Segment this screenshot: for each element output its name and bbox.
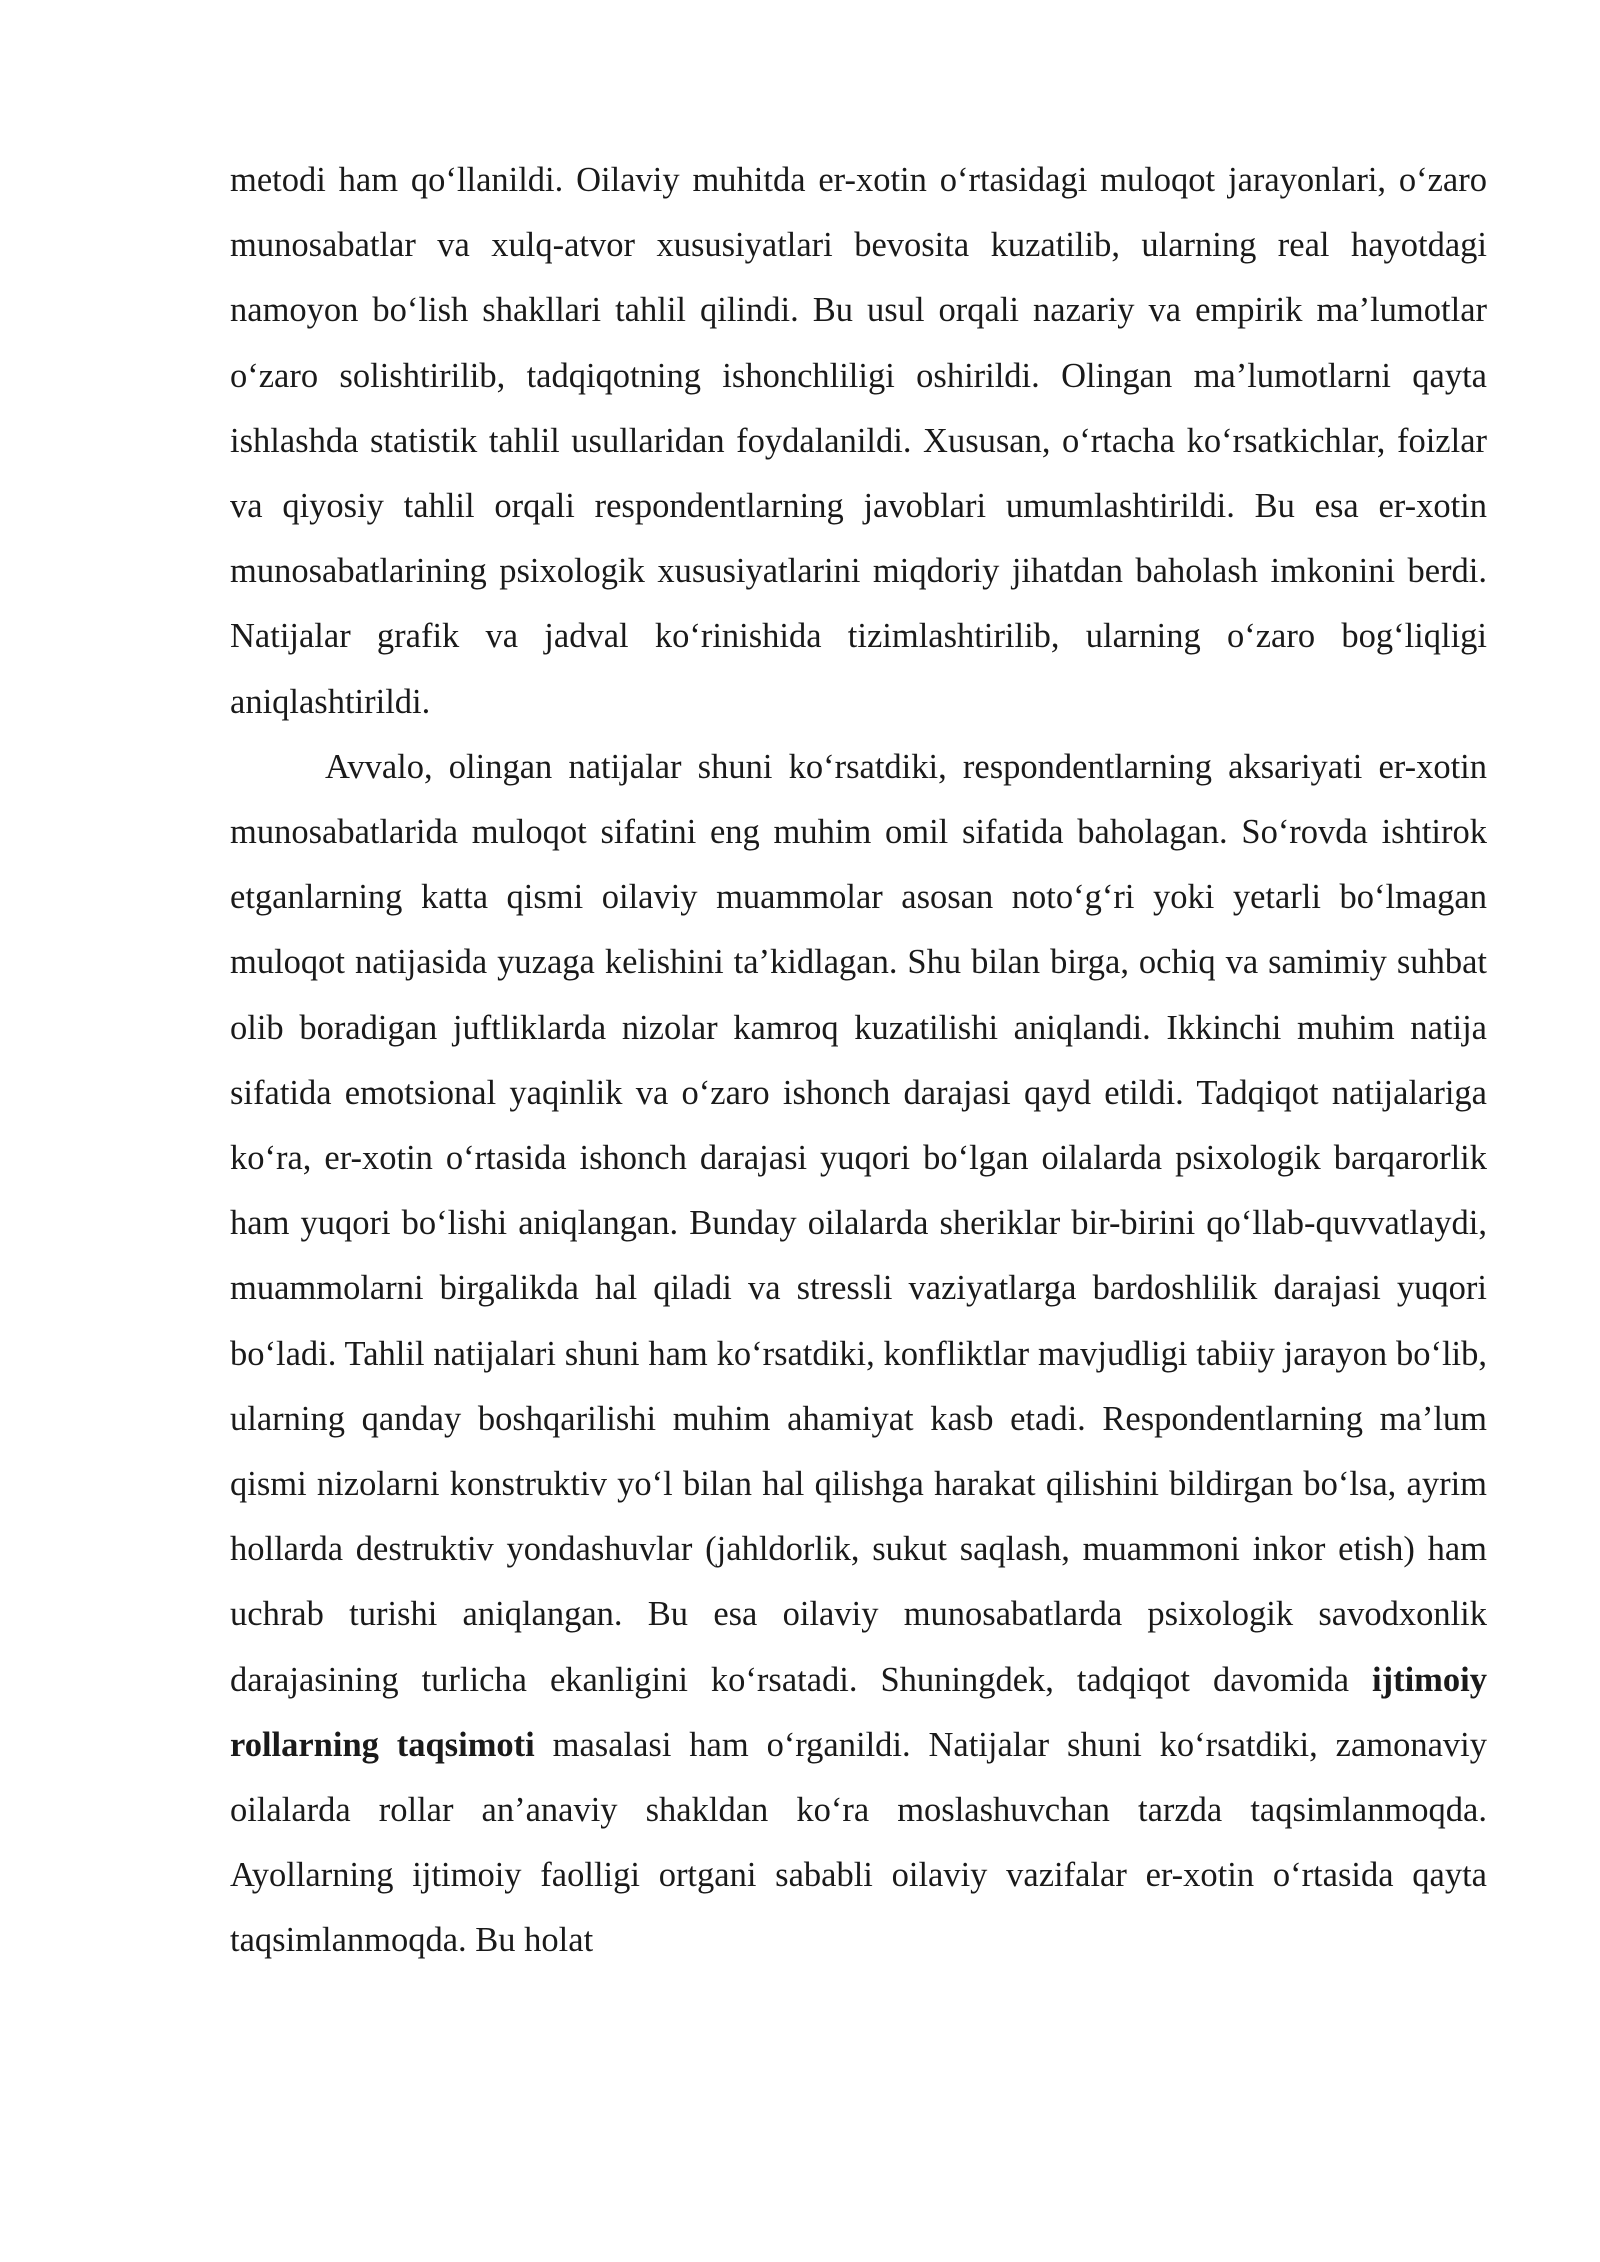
paragraph-results-text-end: masalasi ham o‘rganildi. Natijalar shuni ko‘rsatdiki, zamonaviy oilalarda rollar an’anaviy shakldan ko‘ra moslashuvchan tarzda taqsimlanmoqda. Ayollarning ijtimoiy faolligi ortgani sababli oilaviy vazifalar er-xotin o‘rtasida qayta taqsimlanmoqda. Bu holat [230,1725,1487,1960]
paragraph-results [230,735,1487,1974]
bold-term: ijtimoiy rollarning taqsimoti [230,1660,1487,1764]
paragraph-continuation: metodi ham qo‘llanildi. Oilaviy muhitda er-xotin o‘rtasidagi muloqot jarayonlari, o‘zaro munosabatlar va xulq-atvor xususiyatlari bevosita kuzatilib, ularning real hayotdagi namoyon bo‘lish shakllari tahlil qilindi. Bu usul orqali nazariy va empirik ma’lumotlar o‘zaro solishtirilib, tadqiqotning ishonchliligi oshirildi. Olingan ma’lumotlarni qayta ishlashda statistik tahlil usullaridan foydalanildi. Xususan, o‘rtacha ko‘rsatkichlar, foizlar va qiyosiy tahlil orqali respondentlarning javoblari umumlashtirildi. Bu esa er-xotin munosabatlarining psixologik xususiyatlarini miqdoriy jihatdan baholash imkonini berdi. Natijalar grafik va jadval ko‘rinishida tizimlashtirilib, ularning o‘zaro bog‘liqligi aniqlashtirildi. [230,161,1487,721]
body-text [230,148,1487,1974]
paragraph-results-text-start: Avvalo, olingan natijalar shuni ko‘rsatdiki, respondentlarning aksariyati er-xotin munosabatlarida muloqot sifatini eng muhim omil sifatida baholagan. So‘rovda ishtirok etganlarning katta qismi oilaviy muammolar asosan noto‘g‘ri yoki yetarli bo‘lmagan muloqot natijasida yuzaga kelishini ta’kidlagan. Shu bilan birga, ochiq va samimiy suhbat olib boradigan juftliklarda nizolar kamroq kuzatilishi aniqlandi. Ikkinchi muhim natija sifatida emotsional yaqinlik va o‘zaro ishonch darajasi qayd etildi. Tadqiqot natijalariga ko‘ra, er-xotin o‘rtasida ishonch darajasi yuqori bo‘lgan oilalarda psixologik barqarorlik ham yuqori bo‘lishi aniqlangan. Bunday oilalarda sheriklar bir-birini qo‘llab-quvvatlaydi, muammolarni birgalikda hal qiladi va stressli vaziyatlarga bardoshlilik darajasi yuqori bo‘ladi. Tahlil natijalari shuni ham ko‘rsatdiki, konfliktlar mavjudligi tabiiy jarayon bo‘lib, ularning qanday boshqarilishi muhim ahamiyat kasb etadi. Respondentlarning ma’lum qismi nizolarni konstruktiv yo‘l bilan hal qilishga harakat qilishini bildirgan bo‘lsa, ayrim hollarda destruktiv yondashuvlar (jahldorlik, sukut saqlash, muammoni inkor etish) ham uchrab turishi aniqlangan. Bu esa oilaviy munosabatlarda psixologik savodxonlik darajasining turlicha ekanligini ko‘rsatadi. Shuningdek, tadqiqot davomida [230,747,1487,1699]
